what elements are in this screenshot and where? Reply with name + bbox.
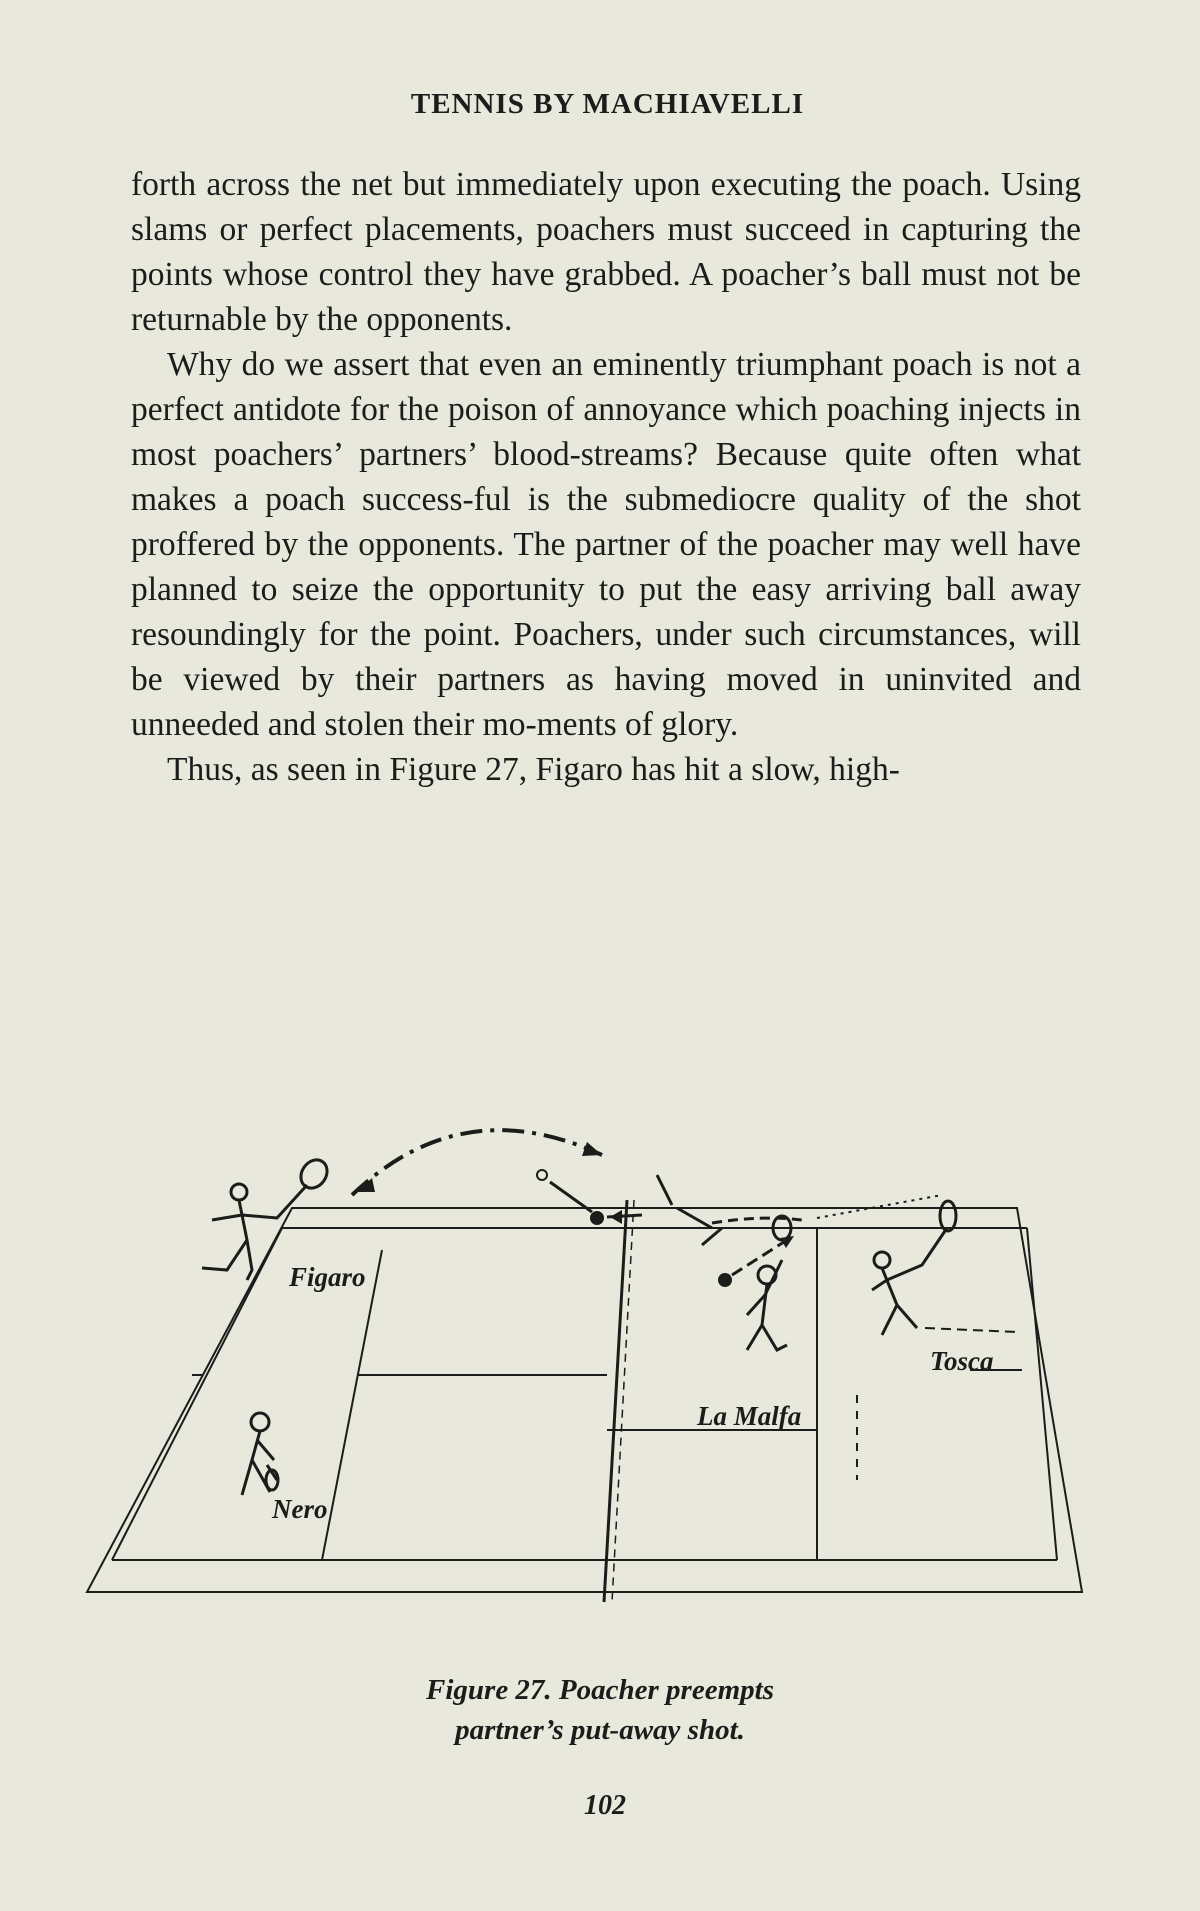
ball-path [702,1228,722,1245]
nero-label: Nero [272,1494,328,1524]
page-number: 102 [584,1790,626,1821]
ball-icon [718,1273,732,1287]
right-singles-sideline [1027,1228,1057,1560]
court-diagram-svg [82,1100,1092,1610]
left-singles-sideline [112,1228,282,1560]
court-outline [87,1208,1082,1592]
running-head: TENNIS BY MACHIAVELLI [410,88,805,120]
figaro-label: Figaro [289,1262,366,1292]
la-malfa-label: La Malfa [697,1401,802,1431]
body-text [131,162,1081,792]
tosca-player-icon [872,1201,956,1335]
lob-trajectory [352,1130,602,1195]
ball-icon [537,1170,547,1180]
court-diagram [82,1100,1092,1610]
paragraph-3: Thus, as seen in Figure 27, Figaro has hit a slow, high- [167,751,900,788]
figure-caption [0,1670,1200,1750]
paragraph-2: Why do we assert that even an eminently triumphant poach is not a perfect antidote for the poison of annoyance which poaching injects in most poachers’ partners’ blood-streams? Because quite often what makes a poach success-ful is the submediocre quality of the shot proffered by the opponents. The partner of the poacher may well have planned to seize the opportunity to put the easy arriving ball away resoundingly for the point. Poachers, under such circumstances, will be viewed by their partners as having moved in uninvited and unneeded and stolen their mo-ments of glory. [131,346,1081,743]
tosca-label: Tosca [930,1346,994,1376]
caption-line-1: Figure 27. Poacher preempts [426,1674,774,1706]
ball-icon [590,1211,604,1225]
left-service-line [322,1250,382,1560]
ball-path [817,1195,942,1218]
nero-player-icon [242,1413,278,1495]
caption-line-2: partner’s put-away shot. [455,1714,745,1746]
arrowhead-icon [582,1142,602,1156]
tennis-court [87,1200,1082,1602]
ball-path [657,1175,712,1228]
arrowhead-icon [610,1210,622,1224]
tosca-movement [925,1328,1017,1332]
la-malfa-player-icon [747,1216,791,1350]
paragraph-1: forth across the net but immediately upon executing the poach. Using slams or perfect placements, poachers must succeed in capturing the points whose control they have grabbed. A poacher’s ball must not be returnable by the opponents. [131,166,1081,338]
